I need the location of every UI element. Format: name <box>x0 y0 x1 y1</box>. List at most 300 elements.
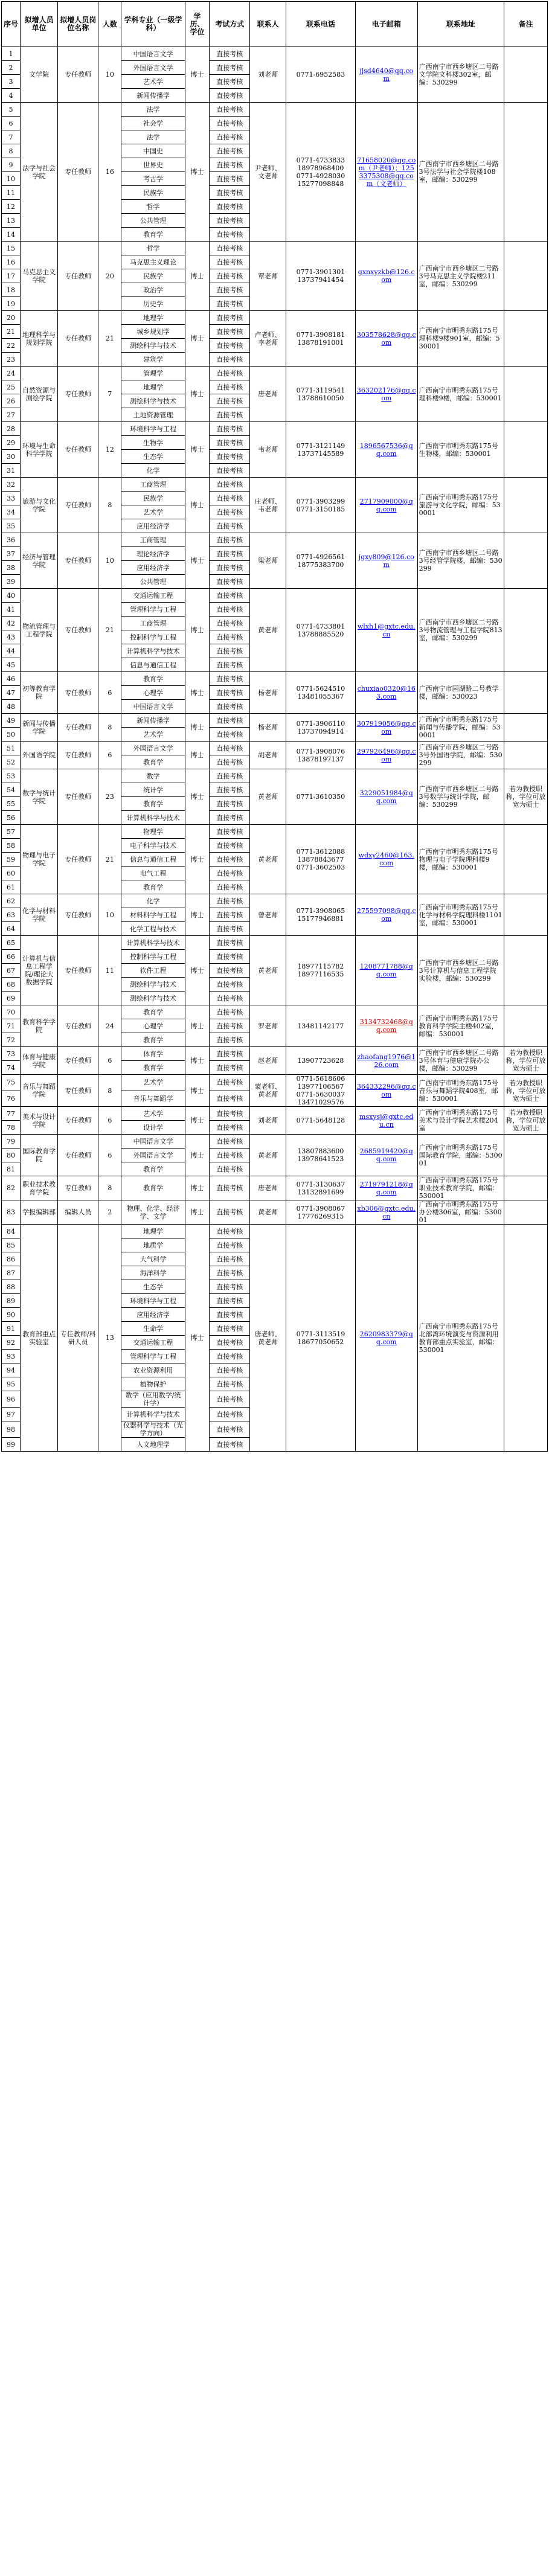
row-number: 9 <box>2 158 21 172</box>
degree-cell: 博士 <box>185 367 210 422</box>
table-row <box>2 242 548 255</box>
exam-cell: 直接考核 <box>210 117 250 130</box>
row-number: 12 <box>2 200 21 214</box>
exam-cell: 直接考核 <box>210 603 250 617</box>
major-cell: 考古学 <box>121 172 185 186</box>
major-cell: 哲学 <box>121 242 185 255</box>
exam-cell: 直接考核 <box>210 61 250 75</box>
header-cell: 电子邮箱 <box>355 2 417 47</box>
major-cell: 物理、化学、经济学、文学 <box>121 1200 185 1225</box>
unit-cell: 物流管理与工程学院 <box>21 589 58 672</box>
major-cell: 城乡规划学 <box>121 325 185 339</box>
email-link[interactable]: 3229051984@qq.com <box>359 789 413 805</box>
contact-cell: 黄老师 <box>250 1200 286 1225</box>
major-cell: 外国语言文学 <box>121 61 185 75</box>
exam-cell: 直接考核 <box>210 1238 250 1252</box>
phone-cell: 0771-5648128 <box>286 1107 356 1135</box>
exam-cell: 直接考核 <box>210 311 250 325</box>
major-cell: 仪器科学与技术（光学方向） <box>121 1421 185 1438</box>
email-link[interactable]: 1208771788@qq.com <box>359 963 413 978</box>
table-row <box>2 769 548 783</box>
note-cell <box>504 533 548 589</box>
note-cell <box>504 714 548 742</box>
post-cell: 专任教师 <box>58 1135 98 1176</box>
email-link[interactable]: jjsd4640@qq.com <box>359 66 414 83</box>
exam-cell: 直接考核 <box>210 1252 250 1266</box>
exam-cell: 直接考核 <box>210 1176 250 1200</box>
row-number: 81 <box>2 1162 21 1176</box>
exam-cell: 直接考核 <box>210 394 250 408</box>
major-cell: 艺术学 <box>121 728 185 742</box>
exam-cell: 直接考核 <box>210 922 250 936</box>
degree-cell: 博士 <box>185 589 210 672</box>
email-link[interactable]: 71658020@qq.com（尹老师）；1253375308@qq.com（文老师） <box>357 156 416 188</box>
row-number: 38 <box>2 561 21 575</box>
exam-cell: 直接考核 <box>210 380 250 394</box>
row-number: 92 <box>2 1336 21 1350</box>
major-cell: 法学 <box>121 130 185 144</box>
count-cell: 23 <box>98 769 121 825</box>
major-cell: 中国语言文学 <box>121 47 185 61</box>
header-cell: 考试方式 <box>210 2 250 47</box>
major-cell: 化学 <box>121 894 185 908</box>
post-cell: 专任教师 <box>58 894 98 936</box>
major-cell: 工商管理 <box>121 617 185 630</box>
row-number: 97 <box>2 1408 21 1421</box>
exam-cell: 直接考核 <box>210 1377 250 1391</box>
exam-cell: 直接考核 <box>210 575 250 589</box>
major-cell: 环境科学与工程 <box>121 422 185 436</box>
row-number: 94 <box>2 1363 21 1377</box>
exam-cell: 直接考核 <box>210 283 250 297</box>
note-cell <box>504 1200 548 1225</box>
major-cell: 马克思主义理论 <box>121 255 185 269</box>
major-cell: 计算机科学与技术 <box>121 644 185 658</box>
major-cell: 哲学 <box>121 200 185 214</box>
major-cell: 教育学 <box>121 880 185 894</box>
table-row <box>2 533 548 547</box>
major-cell: 社会学 <box>121 117 185 130</box>
exam-cell: 直接考核 <box>210 755 250 769</box>
major-cell: 生态学 <box>121 1280 185 1294</box>
row-number: 29 <box>2 436 21 450</box>
unit-cell: 初等教育学院 <box>21 672 58 714</box>
major-cell: 应用经济学 <box>121 561 185 575</box>
email-cell <box>355 589 417 672</box>
major-cell: 土地资源管理 <box>121 408 185 422</box>
major-cell: 化学工程与技术 <box>121 922 185 936</box>
email-link[interactable]: 2717909000@qq.com <box>359 497 413 513</box>
degree-cell: 博士 <box>185 714 210 742</box>
email-link[interactable]: 275597098@qq.com <box>356 907 416 923</box>
contact-cell: 杨老师 <box>250 714 286 742</box>
major-cell: 新闻传播学 <box>121 714 185 728</box>
note-cell: 若为教授职称，学位可放宽为硕士 <box>504 769 548 825</box>
exam-cell: 直接考核 <box>210 1350 250 1363</box>
note-cell <box>504 589 548 672</box>
exam-cell: 直接考核 <box>210 936 250 950</box>
address-cell: 广西南宁市明秀东路175号美术与设计学院艺术楼204室 <box>417 1107 504 1135</box>
email-link[interactable]: 364332296@qq.com <box>356 1083 416 1098</box>
major-cell: 测绘科学与技术 <box>121 992 185 1005</box>
exam-cell: 直接考核 <box>210 478 250 492</box>
unit-cell: 法学与社会学院 <box>21 103 58 242</box>
row-number: 77 <box>2 1107 21 1121</box>
address-cell: 广西南宁市明秀东路175号新闻与传播学院，邮编：530001 <box>417 714 504 742</box>
address-cell: 广西南宁市西乡塘区二号路3号计算机与信息工程学院实验楼，邮编：530299 <box>417 936 504 1005</box>
degree-cell: 博士 <box>185 242 210 311</box>
major-cell: 艺术学 <box>121 1075 185 1091</box>
degree-cell: 博士 <box>185 936 210 1005</box>
email-link[interactable]: zhaofang1976@126.com <box>357 1053 416 1069</box>
email-link[interactable]: msxysj@gxtc.edu.cn <box>359 1112 414 1129</box>
contact-cell: 蒙老师、黄老师 <box>250 1075 286 1107</box>
email-link[interactable]: chuxiao0320@163.com <box>357 685 416 700</box>
table-row <box>2 894 548 908</box>
unit-cell: 职业技术教育学院 <box>21 1176 58 1200</box>
exam-cell: 直接考核 <box>210 797 250 811</box>
major-cell: 测绘科学与技术 <box>121 339 185 353</box>
row-number: 41 <box>2 603 21 617</box>
row-number: 40 <box>2 589 21 603</box>
header-cell: 联系电话 <box>286 2 356 47</box>
exam-cell: 直接考核 <box>210 1162 250 1176</box>
exam-cell: 直接考核 <box>210 561 250 575</box>
unit-cell: 物理与电子学院 <box>21 825 58 894</box>
email-link[interactable]: 1896567536@qq.com <box>359 441 413 458</box>
exam-cell: 直接考核 <box>210 1200 250 1225</box>
major-cell: 公共管理 <box>121 575 185 589</box>
address-cell: 广西南宁市明秀东路175号职业技术教育学院，邮编：530001 <box>417 1176 504 1200</box>
unit-cell: 马克思主义学院 <box>21 242 58 311</box>
email-cell <box>355 422 417 478</box>
address-cell: 广西南宁市西乡塘区二号路3号经管学院楼，邮编：530299 <box>417 533 504 589</box>
note-cell <box>504 478 548 533</box>
exam-cell: 直接考核 <box>210 630 250 644</box>
major-cell: 生命学 <box>121 1322 185 1336</box>
exam-cell: 直接考核 <box>210 1033 250 1047</box>
major-cell: 体育学 <box>121 1047 185 1061</box>
exam-cell: 直接考核 <box>210 269 250 283</box>
post-cell: 专任教师 <box>58 742 98 769</box>
email-link[interactable]: 297926496@qq.com <box>356 747 416 763</box>
post-cell: 专任教师/科研人员 <box>58 1225 98 1452</box>
exam-cell: 直接考核 <box>210 769 250 783</box>
row-number: 56 <box>2 811 21 825</box>
email-cell <box>355 367 417 422</box>
email-cell <box>355 533 417 589</box>
row-number: 35 <box>2 519 21 533</box>
count-cell: 12 <box>98 422 121 478</box>
contact-cell: 覃老师 <box>250 242 286 311</box>
note-cell <box>504 47 548 103</box>
major-cell: 计算机科学与技术 <box>121 811 185 825</box>
contact-cell: 杨老师 <box>250 672 286 714</box>
exam-cell: 直接考核 <box>210 422 250 436</box>
header-cell: 联系人 <box>250 2 286 47</box>
phone-cell: 0771-3612088 13878843677 0771-3602503 <box>286 825 356 894</box>
contact-cell: 曾老师 <box>250 894 286 936</box>
count-cell: 10 <box>98 47 121 103</box>
address-cell: 广西南宁市明秀东路175号理科楼9楼901室，邮编：530001 <box>417 311 504 367</box>
row-number: 45 <box>2 658 21 672</box>
note-cell: 若为教授职称，学位可放宽为硕士 <box>504 1075 548 1107</box>
table-row <box>2 1135 548 1149</box>
row-number: 57 <box>2 825 21 839</box>
table-row <box>2 1107 548 1121</box>
note-cell <box>504 103 548 242</box>
email-link[interactable]: 2620983379@qq.com <box>359 1330 413 1346</box>
exam-cell: 直接考核 <box>210 1005 250 1019</box>
degree-cell: 博士 <box>185 672 210 714</box>
post-cell: 专任教师 <box>58 936 98 1005</box>
count-cell: 8 <box>98 1176 121 1200</box>
row-number: 58 <box>2 839 21 853</box>
contact-cell: 唐老师 <box>250 1176 286 1200</box>
major-cell: 教育学 <box>121 1033 185 1047</box>
phone-cell: 0771-3130637 13132891699 <box>286 1176 356 1200</box>
post-cell: 专任教师 <box>58 422 98 478</box>
address-cell: 广西南宁市明秀东路175号教育科学学院主楼402室，邮编：530001 <box>417 1005 504 1047</box>
table-row <box>2 1075 548 1091</box>
exam-cell: 直接考核 <box>210 172 250 186</box>
contact-cell: 梁老师 <box>250 533 286 589</box>
row-number: 43 <box>2 630 21 644</box>
degree-cell: 博士 <box>185 894 210 936</box>
exam-cell: 直接考核 <box>210 617 250 630</box>
row-number: 39 <box>2 575 21 589</box>
exam-cell: 直接考核 <box>210 130 250 144</box>
exam-cell: 直接考核 <box>210 89 250 103</box>
major-cell: 教育学 <box>121 672 185 686</box>
exam-cell: 直接考核 <box>210 867 250 880</box>
exam-cell: 直接考核 <box>210 450 250 464</box>
contact-cell: 庄老师、韦老师 <box>250 478 286 533</box>
exam-cell: 直接考核 <box>210 992 250 1005</box>
row-number: 95 <box>2 1377 21 1391</box>
email-link[interactable]: 303578628@qq.com <box>356 330 416 347</box>
major-cell: 地理学 <box>121 380 185 394</box>
note-cell <box>504 1176 548 1200</box>
table-row <box>2 825 548 839</box>
exam-cell: 直接考核 <box>210 964 250 978</box>
email-link[interactable]: 2719791218@qq.com <box>359 1180 413 1196</box>
email-cell <box>355 1047 417 1075</box>
email-cell <box>355 47 417 103</box>
table-row <box>2 589 548 603</box>
count-cell: 20 <box>98 242 121 311</box>
contact-cell: 黄老师 <box>250 589 286 672</box>
email-cell <box>355 103 417 242</box>
exam-cell: 直接考核 <box>210 47 250 61</box>
unit-cell: 体育与健康学院 <box>21 1047 58 1075</box>
note-cell: 若为教授职称，学位可放宽为硕士 <box>504 1107 548 1135</box>
address-cell: 广西南宁市明秀东路175号理科楼9楼，邮编：530001 <box>417 367 504 422</box>
row-number: 19 <box>2 297 21 311</box>
row-number: 62 <box>2 894 21 908</box>
count-cell: 10 <box>98 533 121 589</box>
major-cell: 中国史 <box>121 144 185 158</box>
exam-cell: 直接考核 <box>210 492 250 505</box>
row-number: 23 <box>2 353 21 367</box>
email-cell <box>355 894 417 936</box>
row-number: 25 <box>2 380 21 394</box>
phone-cell: 0771-3906110 13737094914 <box>286 714 356 742</box>
row-number: 5 <box>2 103 21 117</box>
row-number: 68 <box>2 978 21 992</box>
major-cell: 历史学 <box>121 297 185 311</box>
exam-cell: 直接考核 <box>210 894 250 908</box>
row-number: 52 <box>2 755 21 769</box>
exam-cell: 直接考核 <box>210 547 250 561</box>
header-cell: 序号 <box>2 2 21 47</box>
major-cell: 心理学 <box>121 686 185 700</box>
note-cell <box>504 825 548 894</box>
email-cell <box>355 1176 417 1200</box>
major-cell: 大气科学 <box>121 1252 185 1266</box>
exam-cell: 直接考核 <box>210 1225 250 1238</box>
major-cell: 控制科学与工程 <box>121 630 185 644</box>
major-cell: 化学 <box>121 464 185 478</box>
phone-cell: 0771-3113519 18677050652 <box>286 1225 356 1452</box>
unit-cell: 文学院 <box>21 47 58 103</box>
exam-cell: 直接考核 <box>210 728 250 742</box>
email-link[interactable]: wdxy2460@163.com <box>358 851 414 867</box>
address-cell: 广西南宁市明秀东路175号化学与材料学院理科楼1101室，邮编：530001 <box>417 894 504 936</box>
row-number: 85 <box>2 1238 21 1252</box>
post-cell: 专任教师 <box>58 533 98 589</box>
email-link[interactable]: 307919056@qq.com <box>356 719 416 735</box>
post-cell: 专任教师 <box>58 1107 98 1135</box>
major-cell: 理论经济学 <box>121 547 185 561</box>
major-cell: 法学 <box>121 103 185 117</box>
contact-cell: 唐老师、黄老师 <box>250 1225 286 1452</box>
table-row <box>2 1005 548 1019</box>
email-cell <box>355 714 417 742</box>
exam-cell: 直接考核 <box>210 908 250 922</box>
row-number: 31 <box>2 464 21 478</box>
major-cell: 教育学 <box>121 1162 185 1176</box>
table-row <box>2 311 548 325</box>
exam-cell: 直接考核 <box>210 825 250 839</box>
degree-cell: 博士 <box>185 1225 210 1452</box>
count-cell: 8 <box>98 714 121 742</box>
header-cell: 人数 <box>98 2 121 47</box>
exam-cell: 直接考核 <box>210 519 250 533</box>
major-cell: 管理科学与工程 <box>121 1350 185 1363</box>
row-number: 37 <box>2 547 21 561</box>
post-cell: 专任教师 <box>58 242 98 311</box>
degree-cell: 博士 <box>185 533 210 589</box>
address-cell: 广西南宁市明秀东路175号音乐与舞蹈学院408室，邮编：530001 <box>417 1075 504 1107</box>
email-link[interactable]: jgxy809@126.com <box>358 553 414 569</box>
phone-cell: 0771-3610350 <box>286 769 356 825</box>
note-cell <box>504 311 548 367</box>
header-row <box>2 2 548 47</box>
email-link[interactable]: 2685919420@qq.com <box>359 1147 413 1163</box>
row-number: 28 <box>2 422 21 436</box>
email-link[interactable]: 3134732468@qq.com <box>359 1018 413 1034</box>
phone-cell: 0771-3901301 13737941454 <box>286 242 356 311</box>
exam-cell: 直接考核 <box>210 242 250 255</box>
email-link[interactable]: xb306@gxtc.edu.cn <box>357 1204 416 1220</box>
phone-cell: 0771-3121149 13737145589 <box>286 422 356 478</box>
major-cell: 物理学 <box>121 825 185 839</box>
exam-cell: 直接考核 <box>210 1363 250 1377</box>
row-number: 36 <box>2 533 21 547</box>
exam-cell: 直接考核 <box>210 255 250 269</box>
table-row <box>2 47 548 61</box>
note-cell <box>504 1135 548 1176</box>
major-cell: 控制科学与工程 <box>121 950 185 964</box>
unit-cell: 数学与统计学院 <box>21 769 58 825</box>
exam-cell: 直接考核 <box>210 1421 250 1438</box>
email-link[interactable]: gxnxyzkb@126.com <box>358 268 415 284</box>
unit-cell: 地理科学与规划学院 <box>21 311 58 367</box>
note-cell <box>504 1005 548 1047</box>
row-number: 44 <box>2 644 21 658</box>
exam-cell: 直接考核 <box>210 158 250 172</box>
phone-cell: 0771-3903299 0771-3150185 <box>286 478 356 533</box>
email-cell <box>355 825 417 894</box>
phone-cell: 13907723628 <box>286 1047 356 1075</box>
exam-cell: 直接考核 <box>210 686 250 700</box>
degree-cell: 博士 <box>185 478 210 533</box>
exam-cell: 直接考核 <box>210 714 250 728</box>
address-cell: 广西南宁市西乡塘区二号路文学院文科楼302室，邮编：530299 <box>417 47 504 103</box>
count-cell: 6 <box>98 672 121 714</box>
row-number: 69 <box>2 992 21 1005</box>
major-cell: 艺术学 <box>121 505 185 519</box>
row-number: 64 <box>2 922 21 936</box>
row-number: 1 <box>2 47 21 61</box>
major-cell: 交通运输工程 <box>121 589 185 603</box>
row-number: 11 <box>2 186 21 200</box>
table-row <box>2 936 548 950</box>
row-number: 7 <box>2 130 21 144</box>
exam-cell: 直接考核 <box>210 853 250 867</box>
row-number: 22 <box>2 339 21 353</box>
exam-cell: 直接考核 <box>210 839 250 853</box>
email-link[interactable]: wlxh1@gxtc.edu.cn <box>357 622 416 638</box>
row-number: 87 <box>2 1266 21 1280</box>
note-cell <box>504 1225 548 1452</box>
count-cell: 6 <box>98 1135 121 1176</box>
row-number: 83 <box>2 1200 21 1225</box>
address-cell: 广西南宁市明秀东路175号生物楼，邮编：530001 <box>417 422 504 478</box>
unit-cell: 音乐与舞蹈学院 <box>21 1075 58 1107</box>
row-number: 59 <box>2 853 21 867</box>
header-cell: 联系地址 <box>417 2 504 47</box>
exam-cell: 直接考核 <box>210 1091 250 1107</box>
major-cell: 地质学 <box>121 1238 185 1252</box>
unit-cell: 化学与材料学院 <box>21 894 58 936</box>
post-cell: 专任教师 <box>58 714 98 742</box>
exam-cell: 直接考核 <box>210 144 250 158</box>
major-cell: 设计学 <box>121 1121 185 1135</box>
major-cell: 植物保护 <box>121 1377 185 1391</box>
address-cell: 广西南宁市明秀东路175号国际教育学院，邮编：530001 <box>417 1135 504 1176</box>
exam-cell: 直接考核 <box>210 1438 250 1452</box>
exam-cell: 直接考核 <box>210 533 250 547</box>
row-number: 78 <box>2 1121 21 1135</box>
recruitment-table <box>1 1 548 1452</box>
email-link[interactable]: 363202176@qq.com <box>356 386 416 402</box>
post-cell: 专任教师 <box>58 1005 98 1047</box>
address-cell: 广西南宁市西乡塘区二号路3号数学与统计学院，邮编：530299 <box>417 769 504 825</box>
major-cell: 教育学 <box>121 755 185 769</box>
row-number: 26 <box>2 394 21 408</box>
